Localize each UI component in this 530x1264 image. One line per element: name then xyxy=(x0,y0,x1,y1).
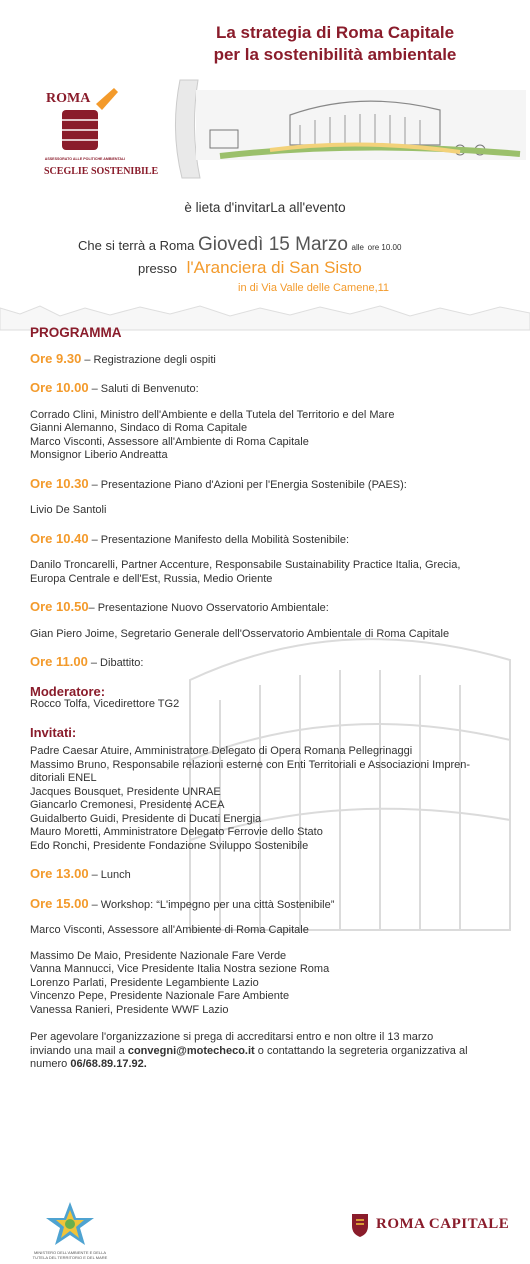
person-line: ditoriali ENEL xyxy=(30,772,97,784)
entry-desc: – Lunch xyxy=(88,869,131,881)
person-line: Marco Visconti, Assessore all'Ambiente di Roma Capitale xyxy=(30,924,309,936)
page-title: La strategia di Roma Capitale per la sostenibilità ambientale xyxy=(213,23,457,64)
entry-time: Ore 11.00 xyxy=(30,654,88,669)
person-line: Danilo Troncarelli, Partner Accenture, Responsabile Sustainability Practice Italia, Grecia, xyxy=(30,559,461,571)
event-address: in di Via Valle delle Camene,11 xyxy=(238,282,390,294)
entry-desc: – Presentazione Piano d'Azioni per l'Energia Sostenibile (PAES): xyxy=(88,478,407,491)
invite-intro: è lieta d'invitarLa all'evento xyxy=(184,200,346,215)
person-line: Vanessa Ranieri, Presidente WWF Lazio xyxy=(30,1003,229,1016)
program-entry xyxy=(30,532,520,587)
person-line: Guidalberto Guidi, Presidente di Ducati Energia xyxy=(30,812,262,825)
person-line: Edo Ronchi, Presidente Fondazione Sviluppo Sostenibile xyxy=(30,839,309,852)
moderatore-label: Moderatore: xyxy=(30,683,106,699)
logo-sostenibile-text: SCEGLIE SOSTENIBILE xyxy=(44,166,159,177)
programma-section xyxy=(30,326,520,1072)
event-date: Giovedì 15 Marzo xyxy=(197,234,348,255)
contact-email-link[interactable]: convegni@motecheco.it xyxy=(127,1044,255,1057)
person-line: Jacques Bousquet, Presidente UNRAE xyxy=(30,785,221,798)
entry-time: Ore 10.50 xyxy=(30,599,89,614)
roma-capitale-shield-icon xyxy=(350,1212,370,1238)
event-date-line: Che si terrà a Roma Giovedì 15 Marzo alle ore 10.00 xyxy=(78,234,402,255)
person-line: Massimo De Maio, Presidente Nazionale Fare Verde xyxy=(30,949,287,962)
program-entry xyxy=(30,867,520,883)
invitati-label: Invitati: xyxy=(30,724,77,740)
person-line: Gian Piero Joime, Segretario Generale dell'Osservatorio Ambientale di Roma Capitale xyxy=(30,627,450,640)
entry-desc: – Registrazione degli ospiti xyxy=(81,353,216,366)
entry-desc: – Presentazione Nuovo Osservatorio Ambientale: xyxy=(88,602,329,614)
entry-time: Ore 10.00 xyxy=(30,380,89,395)
logo-roma-text: ROMA xyxy=(46,91,91,106)
programma-heading: PROGRAMMA xyxy=(30,325,122,340)
entry-desc: – Workshop: “L'impegno per una città Sostenibile” xyxy=(88,898,335,911)
person-line: Gianni Alemanno, Sindaco di Roma Capitale xyxy=(30,422,248,434)
program-entry xyxy=(30,600,520,641)
program-entry xyxy=(30,352,520,368)
program-entry xyxy=(30,477,520,518)
event-time: ore 10.00 xyxy=(367,243,402,252)
person-line: Vincenzo Pepe, Presidente Nazionale Fare Ambiente xyxy=(30,990,290,1002)
invitati-block xyxy=(30,726,520,854)
person-line: Monsignor Liberio Andreatta xyxy=(30,449,168,461)
person-line: Europa Centrale e dell'Est, Russia, Medio Oriente xyxy=(30,572,273,585)
contact-phone: 06/68.89.17.92. xyxy=(70,1058,147,1070)
event-venue: l'Aranciera di San Sisto xyxy=(186,258,362,277)
ministero-text: MINISTERO DELL'AMBIENTE E DELLA TUTELA DEL TERRITORIO E DEL MARE xyxy=(32,1250,108,1260)
entry-desc: – Presentazione Manifesto della Mobilità Sostenibile: xyxy=(88,533,350,546)
program-entry xyxy=(30,655,520,671)
entry-desc: – Saluti di Benvenuto: xyxy=(88,383,199,395)
program-entry xyxy=(30,381,520,463)
person-line: Corrado Clini, Ministro dell'Ambiente e della Tutela del Territorio e del Mare xyxy=(30,408,395,421)
entry-time: Ore 10.30 xyxy=(30,475,89,491)
entry-desc: – Dibattito: xyxy=(87,657,144,669)
person-line: Lorenzo Parlati, Presidente Legambiente Lazio xyxy=(30,976,259,989)
ministero-ambiente-logo xyxy=(40,1200,100,1250)
event-venue-line: presso l'Aranciera di San Sisto xyxy=(138,258,362,277)
logo-assessorato-text: ASSESSORATO ALLE POLITICHE AMBIENTALI xyxy=(44,157,126,161)
person-line: Mauro Moretti, Amministratore Delegato Ferrovie dello Stato xyxy=(30,826,323,838)
registration-note: Per agevolare l'organizzazione si prega di accreditarsi entro e non oltre il 13 marzo inviando una mail a convegni@motecheco.it o contattando la segreteria organizzativa al numero 06/68.89.17.92. xyxy=(30,1031,468,1070)
entry-time: Ore 9.30 xyxy=(30,350,82,366)
person-line: Padre Caesar Atuire, Amministratore Delegato di Opera Romana Pellegrinaggi xyxy=(30,745,413,757)
person-line: Rocco Tolfa, Vicedirettore TG2 xyxy=(30,698,180,710)
entry-time: Ore 15.00 xyxy=(30,895,89,911)
colosseum-scroll-illustration xyxy=(160,70,530,180)
moderatore-block xyxy=(30,685,520,712)
person-line: Vanna Mannucci, Vice Presidente Italia Nostra sezione Roma xyxy=(30,963,330,975)
person-line: Marco Visconti, Assessore all'Ambiente di Roma Capitale xyxy=(30,435,309,448)
program-entry xyxy=(30,897,520,1018)
roma-capitale-logo-text: ROMA CAPITALE xyxy=(376,1216,510,1232)
entry-time: Ore 13.00 xyxy=(30,866,89,881)
person-line: Massimo Bruno, Responsabile relazioni esterne con Enti Territoriali e Associazioni Impren- xyxy=(30,758,470,771)
roma-sceglie-sostenibile-logo xyxy=(26,74,159,192)
person-line: Giancarlo Cremonesi, Presidente ACEA xyxy=(30,799,225,811)
person-line: Livio De Santoli xyxy=(30,504,107,516)
entry-time: Ore 10.40 xyxy=(30,530,89,546)
